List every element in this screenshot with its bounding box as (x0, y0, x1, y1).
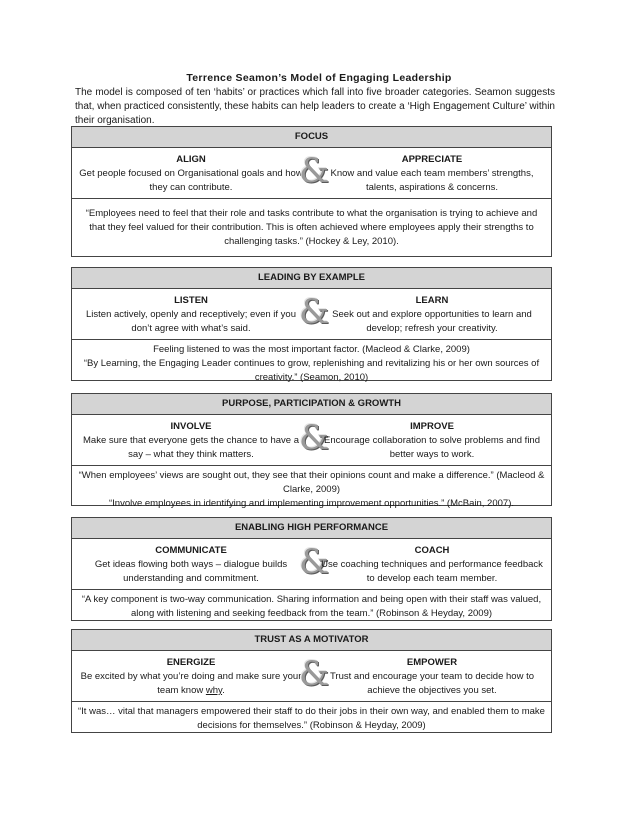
habit-learn (319, 294, 545, 336)
intro-paragraph: The model is composed of ten ‘habits’ or practices which fall into five broader categories. Seamon suggests that, when practiced consistently, these habits can help leaders to create a ‘High Engagement Culture’ within their organisation. (75, 87, 555, 126)
quote-text: “Employees need to feel that their role and tasks contribute to what the organisation is trying to achieve and that they feel valued for their contribution. This is often achieved where employees apply their strengths to challenging tasks.” (Hockey & Ley, 2010). (85, 208, 538, 247)
habit-pair (72, 651, 551, 702)
ampersand-icon: & (299, 292, 330, 332)
habit-listen (78, 294, 304, 336)
habit-name: LISTEN (174, 295, 208, 306)
quote-text: “A key component is two-way communication. Sharing information and being open with their staff was valued, along with listening and seeking feedback from the team.” (Robinson & Heyday, 2009) (81, 594, 542, 619)
section-heading: FOCUS (72, 127, 551, 148)
section-quote (72, 199, 551, 252)
habit-description: Seek out and explore opportunities to learn and develop; refresh your creativity. (332, 309, 532, 334)
habit-pair (72, 289, 551, 340)
quote-text: Feeling listened to was the most important factor. (Macleod & Clarke, 2009) (153, 344, 470, 355)
quote-text: “When employees’ views are sought out, they see that their opinions count and make a difference.” (Macleod & Clarke, 2009) (78, 470, 545, 495)
habit-involve (78, 420, 304, 462)
habit-name: LEARN (415, 295, 449, 306)
section-purpose-participation-growth (71, 393, 552, 509)
habit-description: Make sure that everyone gets the chance to have a say – what they think matters. (83, 435, 299, 460)
section-heading: PURPOSE, PARTICIPATION & GROWTH (72, 394, 551, 415)
quote-text: “By Learning, the Engaging Leader continues to grow, replenishing and revitalizing his or her own sources of creativity.” (Seamon, 2010) (83, 358, 540, 383)
habit-name: ENERGIZE (166, 657, 216, 668)
habit-description: Be excited by what you’re doing and make sure your team know (80, 671, 302, 696)
habit-energize (78, 656, 304, 698)
habit-communicate (78, 544, 304, 586)
ampersand-icon: & (299, 654, 330, 694)
habit-pair (72, 415, 551, 466)
section-heading: LEADING BY EXAMPLE (72, 268, 551, 289)
section-quote (72, 702, 551, 736)
habit-name: IMPROVE (410, 421, 454, 432)
habit-description: Use coaching techniques and performance feedback to develop each team member. (321, 559, 543, 584)
habit-name: APPRECIATE (401, 154, 463, 165)
section-heading: TRUST AS A MOTIVATOR (72, 630, 551, 651)
habit-improve (319, 420, 545, 462)
quote-text: “It was… vital that managers empowered their staff to do their jobs in their own way, and enabled them to make decisions for themselves.” (Robinson & Heyday, 2009) (78, 706, 545, 731)
habit-description-end: . (222, 685, 225, 696)
section-quote (72, 590, 551, 624)
section-heading: ENABLING HIGH PERFORMANCE (72, 518, 551, 539)
habit-name: EMPOWER (406, 657, 458, 668)
habit-description-emphasis: why (205, 685, 223, 696)
habit-description: Know and value each team members’ strengths, talents, aspirations & concerns. (330, 168, 534, 193)
habit-name: COMMUNICATE (155, 545, 227, 556)
habit-appreciate (319, 153, 545, 195)
habit-description: Get people focused on Organisational goals and how they can contribute. (79, 168, 303, 193)
habit-name: COACH (414, 545, 450, 556)
section-trust-as-a-motivator (71, 629, 552, 733)
habit-pair (72, 539, 551, 590)
habit-empower (319, 656, 545, 698)
ampersand-icon: & (299, 151, 330, 191)
habit-description: Listen actively, openly and receptively; even if you don’t agree with what’s said. (86, 309, 296, 334)
section-enabling-high-performance (71, 517, 552, 621)
ampersand-icon: & (299, 418, 330, 458)
section-quote (72, 340, 551, 388)
quote-text: “Involve employees in identifying and implementing improvement opportunities.” (McBain, 2007). (108, 498, 514, 509)
document-title: Terrence Seamon’s Model of Engaging Leadership (186, 72, 452, 84)
habit-description: Trust and encourage your team to decide how to achieve the objectives you set. (329, 671, 535, 696)
habit-name: ALIGN (176, 154, 206, 165)
habit-pair (72, 148, 551, 199)
ampersand-icon: & (299, 542, 330, 582)
habit-align (78, 153, 304, 195)
habit-description: Get ideas flowing both ways – dialogue builds understanding and commitment. (94, 559, 288, 584)
section-focus (71, 126, 552, 257)
habit-name: INVOLVE (170, 421, 212, 432)
habit-description: Encourage collaboration to solve problems and find better ways to work. (324, 435, 540, 460)
section-leading-by-example (71, 267, 552, 381)
habit-coach (319, 544, 545, 586)
section-quote (72, 466, 551, 514)
